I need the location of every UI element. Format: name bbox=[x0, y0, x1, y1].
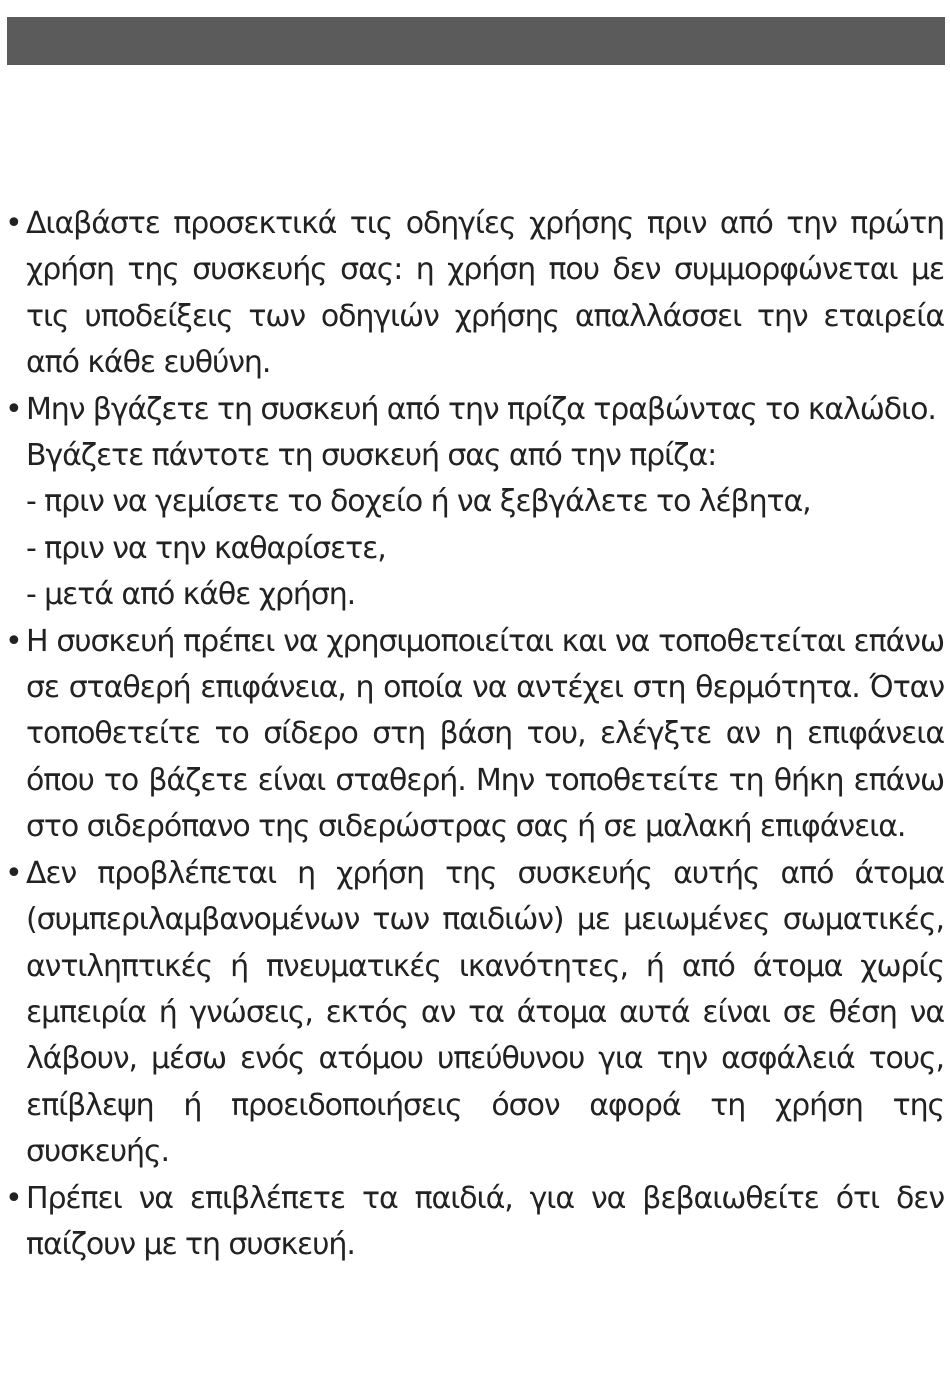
instruction-subitem: - μετά από κάθε χρήση. bbox=[26, 577, 356, 613]
bullet-icon: • bbox=[5, 855, 23, 891]
instruction-item-1 bbox=[0, 201, 950, 387]
instruction-text: Πρέπει να επιβλέπετε τα παιδιά, για να βεβαιωθείτε ότι δεν παίζουν με τη συσκευή. bbox=[26, 1180, 944, 1262]
safety-instructions bbox=[0, 201, 950, 1268]
header-bar bbox=[7, 17, 945, 65]
instruction-item-5 bbox=[0, 1176, 950, 1269]
instruction-text: Μην βγάζετε τη συσκευή από την πρίζα τραβώντας το καλώδιο. bbox=[26, 391, 936, 427]
instruction-lead: Βγάζετε πάντοτε τη συσκευή σας από την πρίζα: bbox=[26, 438, 717, 474]
instruction-text: Διαβάστε προσεκτικά τις οδηγίες χρήσης πριν από την πρώτη χρήση της συσκευής σας: η χρήση που δεν συμμορφώνεται με τις υποδείξεις των οδηγιών χρήσης απαλλάσσει την εταιρεία από κάθε ευθύνη. bbox=[26, 206, 944, 381]
bullet-icon: • bbox=[5, 1180, 23, 1216]
bullet-icon: • bbox=[5, 206, 23, 241]
instruction-item-3 bbox=[0, 619, 950, 851]
instruction-subitem: - πριν να την καθαρίσετε, bbox=[26, 530, 386, 566]
bullet-icon: • bbox=[5, 623, 23, 659]
instruction-item-4 bbox=[0, 851, 950, 1176]
instruction-item-2 bbox=[0, 387, 950, 619]
instruction-subitem: - πριν να γεμίσετε το δοχείο ή να ξεβγάλετε το λέβητα, bbox=[26, 484, 811, 520]
instruction-text: Η συσκευή πρέπει να χρησιμοποιείται και να τοποθετείται επάνω σε σταθερή επιφάνεια, η οποία να αντέχει στη θερμότητα. Όταν τοποθετείτε το σίδερο στη βάση του, ελέγξτε αν η επιφάνεια όπου το βάζετε είναι σταθερή. Μην τοποθετείτε τη θήκη επάνω στο σιδερόπανο της σιδερώστρας σας ή σε μαλακή επιφάνεια. bbox=[26, 623, 944, 845]
instruction-text: Δεν προβλέπεται η χρήση της συσκευής αυτής από άτομα (συμπεριλαμβανομένων των παιδιών) με μειωμένες σωματικές, αντιληπτικές ή πνευματικές ικανότητες, ή από άτομα χωρίς εμπειρία ή γνώσεις, εκτός αν τα άτομα αυτά είναι σε θέση να λάβουν, μέσω ενός ατόμου υπεύθυνου για την ασφάλειά τους, επίβλεψη ή προειδοποιήσεις όσον αφορά τη χρήση της συσκευής. bbox=[26, 855, 944, 1170]
bullet-icon: • bbox=[5, 391, 23, 427]
